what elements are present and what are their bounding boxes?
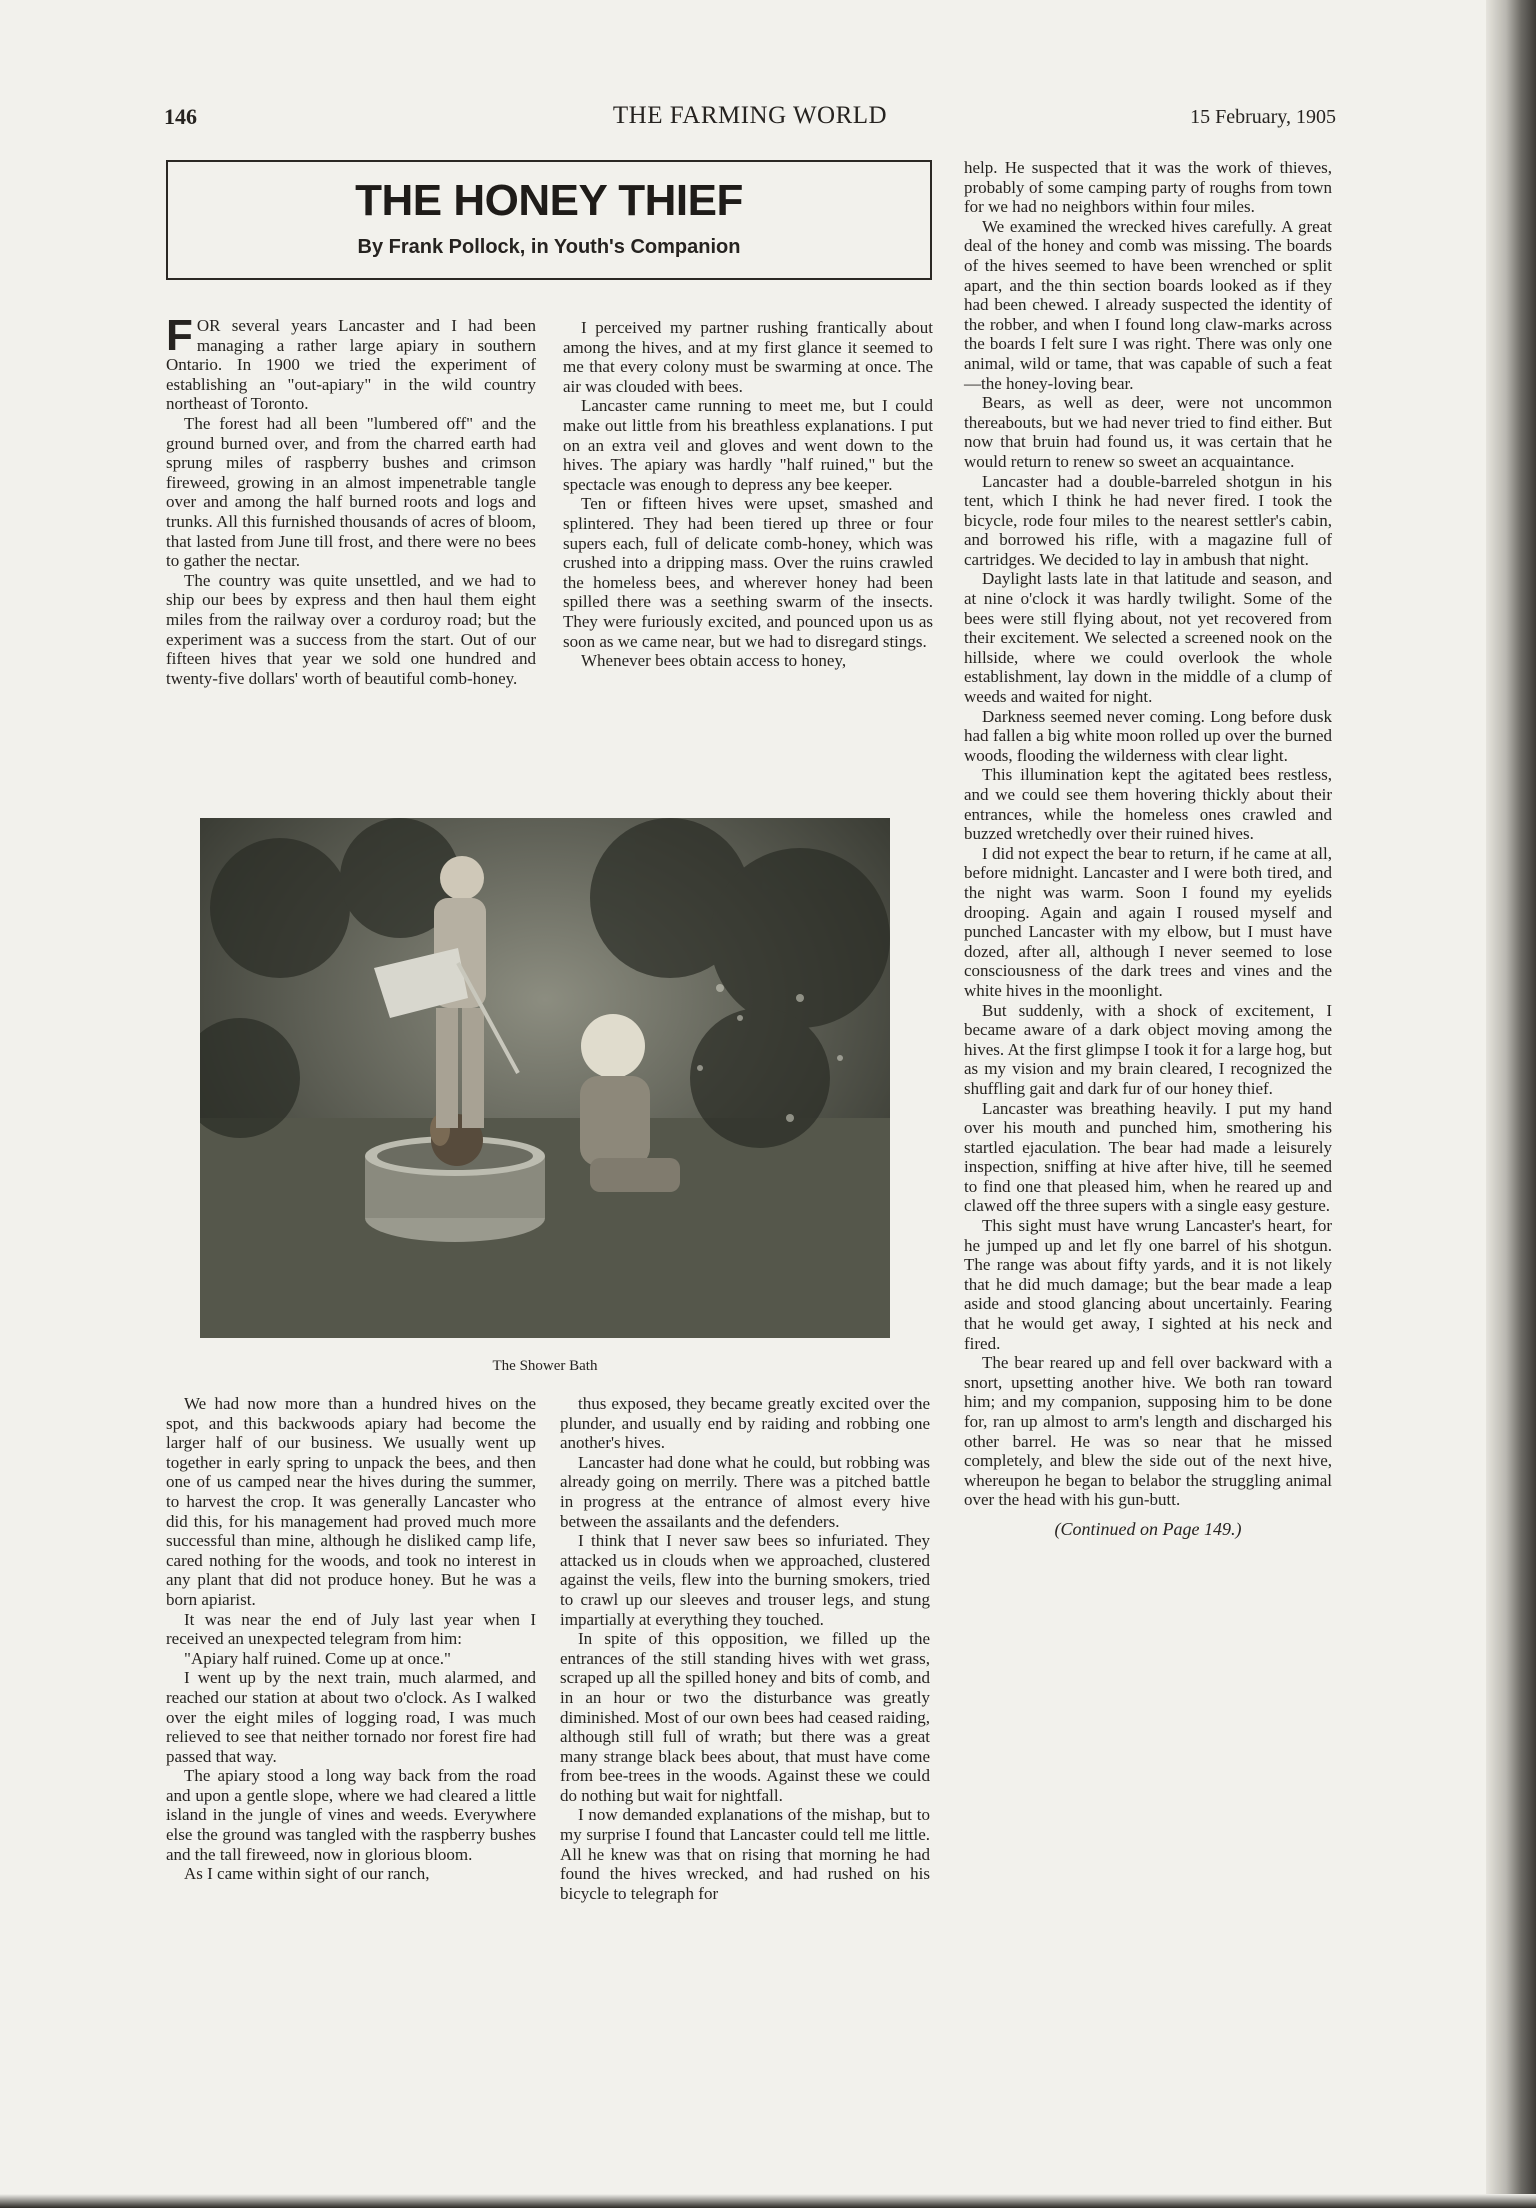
- article-byline: By Frank Pollock, in Youth's Companion: [357, 236, 741, 258]
- continued-note: (Continued on Page 149.): [1054, 1518, 1242, 1539]
- paragraph: But suddenly, with a shock of excitement, I became aware of a dark object moving among the hives. At the first glimpse I took it for a large hog, but as my vision and my brain cleared, I recognized the shuffling gait and dark fur of our honey thief.: [964, 1000, 1332, 1098]
- paragraph: Lancaster had a double-barreled shotgun in his tent, which I think he had never fired. I took the bicycle, rode four miles to the nearest settler's cabin, and borrowed his rifle, with a magazine full of cartridges. We decided to lay in ambush that night.: [964, 471, 1332, 569]
- running-header: [164, 100, 1336, 136]
- drop-cap: F: [166, 311, 193, 360]
- paragraph: The forest had all been "lumbered off" and the ground burned over, and from the charred earth had sprung miles of raspberry bushes and crimson fireweed, growing in an almost impenetrable tangle over and among the half burned roots and logs and trunks. All this furnished thousands of acres of bloom, that lasted from June till frost, and there were no bees to gather the nectar.: [166, 413, 536, 571]
- paragraph: I now demanded explanations of the mishap, but to my surprise I found that Lancaster could tell me little. All he knew was that on rising that morning he had found the hives wrecked, and had rushed on his bicycle to telegraph for: [560, 1805, 930, 1903]
- paragraph: help. He suspected that it was the work of thieves, probably of some camping party of roughs from town for we had no neighbors within four miles.: [964, 158, 1332, 217]
- column-1-bottom: [166, 1394, 536, 1884]
- paragraph: I went up by the next train, much alarmed, and reached our station at about two o'clock. As I walked over the eight miles of logging road, I was much relieved to see that neither tornado nor forest fire had passed that way.: [166, 1668, 536, 1766]
- paragraph: Whenever bees obtain access to honey,: [581, 651, 847, 671]
- page-edge: [1486, 0, 1536, 2208]
- paragraph: Bears, as well as deer, were not uncommon thereabouts, but we had never tried to find either. But now that bruin had found us, it was certain that he would return to renew so sweet an acquaintance.: [964, 393, 1332, 471]
- column-2-bottom: [560, 1394, 930, 1903]
- column-1-top: [166, 311, 536, 688]
- paragraph: thus exposed, they became greatly excited over the plunder, and usually end by raiding and robbing one another's hives.: [560, 1394, 930, 1453]
- paragraph: The bear reared up and fell over backward with a snort, upsetting another hive. We both ran toward him; and my companion, supposing him to be done for, ran up almost to arm's length and discharged his other barrel. He was so near that he missed completely, and blew the side out of the next hive, whereupon he began to belabor the struggling animal over the head with his gun-butt.: [964, 1353, 1332, 1510]
- paragraph: Lancaster came running to meet me, but I could make out little from his breathless explanations. I put on an extra veil and gloves and went down to the hives. The apiary was hardly "half ruined," but the spectacle was enough to depress any bee keeper.: [563, 396, 933, 494]
- paragraph: The country was quite unsettled, and we had to ship our bees by express and then haul them eight miles from the railway over a corduroy road; but the experiment was a success from the start. Out of our fifteen hives that year we sold one hundred and twenty-five dollars' worth of beautiful comb-honey.: [166, 570, 536, 688]
- paragraph: I perceived my partner rushing frantically about among the hives, and at my first glance it seemed to me that every colony must be swarming at once. The air was clouded with bees.: [563, 318, 933, 396]
- magazine-title: THE FARMING WORLD: [612, 102, 888, 129]
- paragraph-text: OR several years Lancaster and I had been managing a rather large apiary in southern Ontario. In 1900 we tried the experiment of establishing an "out-apiary" in the wild country northeast of Toronto.: [166, 316, 536, 414]
- paragraph: This illumination kept the agitated bees restless, and we could see them hovering thickly about their entrances, while the homeless ones crawled and buzzed wretchedly over their ruined hives.: [964, 765, 1332, 844]
- photo-shower-bath: [200, 818, 890, 1338]
- column-2-top: [563, 318, 933, 671]
- paragraph: In spite of this opposition, we filled up the entrances of the still standing hives with wet grass, scraped up all the spilled honey and bits of comb, and in an hour or two the disturbance was greatly diminished. Most of our own bees had ceased raiding, although still full of wrath; but there was a great many strange black bees about, that must have come from bee-trees in the woods. Against these we could do nothing but wait for nightfall.: [560, 1629, 930, 1805]
- column-3: [964, 158, 1332, 1540]
- paragraph: We examined the wrecked hives carefully. A great deal of the honey and comb was missing. The boards of the hives seemed to have been wrenched or split apart, and the thin section boards looked as if they had been chewed. I already suspected the identity of the robber, and when I found long claw-marks across the boards I felt sure I was right. There was only one animal, wild or tame, that was capable of such a feat —the honey-loving bear.: [964, 216, 1332, 393]
- paragraph: Lancaster was breathing heavily. I put my hand over his mouth and punched him, smothering his startled ejaculation. The bear had made a leisurely inspection, sniffing at hive after hive, till he seemed to find one that pleased him, when he reared up and clawed off the three supers with a single easy gesture.: [964, 1098, 1332, 1216]
- paragraph: This sight must have wrung Lancaster's heart, for he jumped up and let fly one barrel of his shotgun. The range was about fifty yards, and it is not likely that he did much damage; but the bear made a leap aside and stood glancing about uncertainly. Fearing that he would get away, I sighted at his neck and fired.: [964, 1216, 1332, 1353]
- telegram-quote: "Apiary half ruined. Come up at once.": [184, 1648, 451, 1668]
- paragraph: Ten or fifteen hives were upset, smashed and splintered. They had been tiered up three or four supers each, full of delicate comb-honey, which was crushed into a dripping mass. Over the ruins crawled the homeless bees, and wherever honey had been spilled there was a seething swarm of the insects. They were furiously excited, and pounced upon us as soon as we came near, but we had to disregard stings.: [563, 494, 933, 651]
- paragraph: It was near the end of July last year when I received an unexpected telegram from him:: [166, 1609, 536, 1649]
- paragraph: Daylight lasts late in that latitude and season, and at nine o'clock it was hardly twilight. Some of the bees were still flying about, not yet recovered from their excitement. We selected a screened nook on the hillside, where we could overlook the whole establishment, lay down in the middle of a clump of weeds and waited for night.: [964, 569, 1332, 707]
- paragraph: Lancaster had done what he could, but robbing was already going on merrily. There was a pitched battle in progress at the entrance of almost every hive between the assailants and the defenders.: [560, 1452, 930, 1531]
- photo-illustration: [200, 818, 890, 1338]
- paragraph: I think that I never saw bees so infuriated. They attacked us in clouds when we approached, clustered against the veils, flew into the burning smokers, tried to crawl up our sleeves and trouser legs, and stung impartially at everything they touched.: [560, 1531, 930, 1629]
- article-title-box: [166, 160, 932, 280]
- paragraph: I did not expect the bear to return, if he came at all, before midnight. Lancaster and I were both tired, and the night was warm. Soon I found my eyelids drooping. Again and again I roused myself and punched Lancaster with my elbow, but I must have dozed, after all, although I never seemed to lose consciousness of the dark trees and vines and the white hives in the moonlight.: [964, 843, 1332, 1000]
- photo-caption: The Shower Bath: [492, 1358, 598, 1374]
- paragraph: Darkness seemed never coming. Long before dusk had fallen a big white moon rolled up over the burned woods, flooding the wilderness with clear light.: [964, 706, 1332, 765]
- article-title: THE HONEY THIEF: [355, 176, 743, 225]
- page-number: 146: [164, 104, 197, 129]
- paragraph: We had now more than a hundred hives on the spot, and this backwoods apiary had become the larger half of our business. We usually went up together in early spring to unpack the bees, and then one of us camped near the hives during the summer, to harvest the crop. It was generally Lancaster who did this, for his management had proved much more successful than mine, although he disliked camp life, cared nothing for the woods, and took no interest in any plant that did not produce honey. But he was a born apiarist.: [166, 1394, 536, 1609]
- paragraph: [166, 311, 536, 414]
- paragraph: As I came within sight of our ranch,: [184, 1864, 430, 1884]
- issue-date: 15 February, 1905: [1190, 106, 1336, 128]
- bottom-edge: [0, 2194, 1536, 2208]
- paragraph: The apiary stood a long way back from the road and upon a gentle slope, where we had cleared a little island in the jungle of vines and weeds. Everywhere else the ground was tangled with the raspberry bushes and the tall fireweed, now in glorious bloom.: [166, 1766, 536, 1864]
